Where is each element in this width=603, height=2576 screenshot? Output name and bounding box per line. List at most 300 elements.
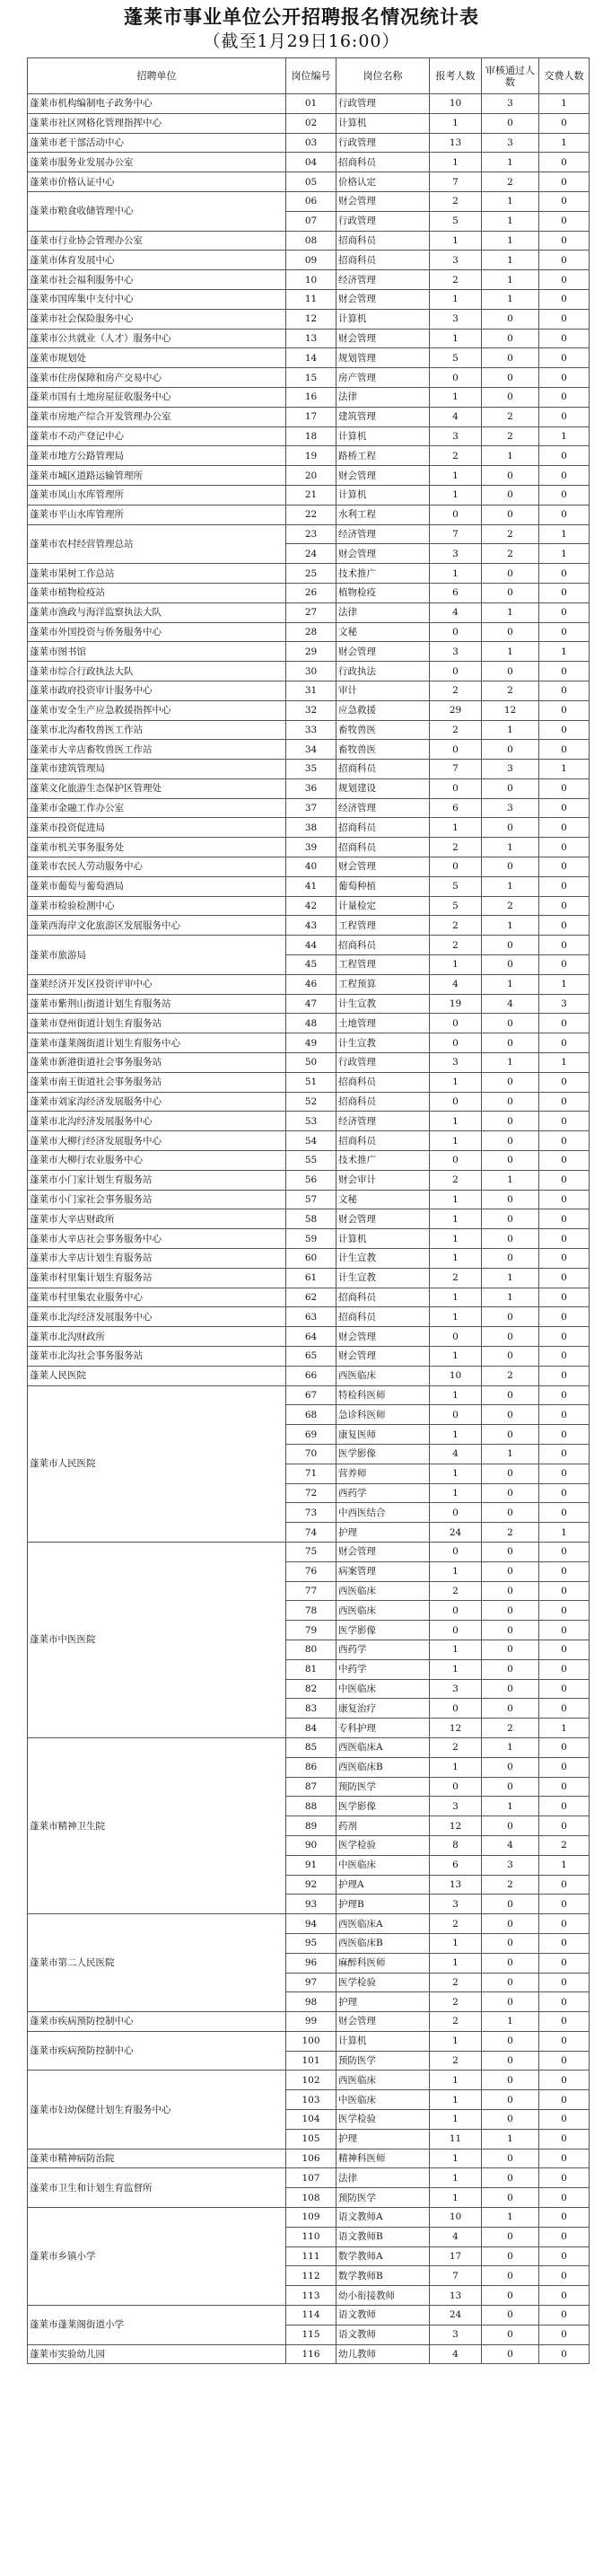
cell-paid: 0 (539, 485, 590, 505)
cell-position: 西医临床 (336, 2070, 430, 2090)
cell-code: 66 (286, 1366, 336, 1385)
cell-code: 60 (286, 1249, 336, 1269)
cell-code: 34 (286, 740, 336, 760)
cell-position: 中医临床 (336, 1855, 430, 1875)
cell-position: 康复治疗 (336, 1699, 430, 1719)
cell-unit: 蓬莱市社区网格化管理指挥中心 (28, 113, 286, 133)
cell-approved: 0 (482, 1072, 539, 1092)
cell-position: 财会管理 (336, 1542, 430, 1561)
cell-position: 药剂 (336, 1816, 430, 1836)
cell-applicants: 1 (430, 2168, 482, 2188)
cell-approved: 1 (482, 446, 539, 466)
cell-paid: 0 (539, 2149, 590, 2168)
table-row (28, 2070, 590, 2090)
cell-unit: 蓬莱市规划处 (28, 348, 286, 368)
cell-applicants: 3 (430, 1053, 482, 1073)
cell-paid: 0 (539, 505, 590, 524)
cell-paid: 0 (539, 2266, 590, 2286)
table-row (28, 2012, 590, 2032)
cell-unit: 蓬莱市蓬莱阁街道计划生育服务中心 (28, 1033, 286, 1053)
table-row (28, 642, 590, 662)
cell-code: 17 (286, 407, 336, 426)
table-row (28, 564, 590, 584)
cell-applicants: 13 (430, 1875, 482, 1895)
cell-unit: 蓬莱市大辛店财政所 (28, 1209, 286, 1229)
table-row (28, 1229, 590, 1249)
cell-code: 25 (286, 564, 336, 584)
cell-paid: 0 (539, 2012, 590, 2032)
table-row (28, 446, 590, 466)
cell-position: 招商科员 (336, 251, 430, 270)
cell-code: 106 (286, 2149, 336, 2168)
cell-paid: 0 (539, 1405, 590, 1425)
cell-position: 语文教师B (336, 2227, 430, 2246)
cell-code: 64 (286, 1327, 336, 1347)
cell-approved: 0 (482, 936, 539, 955)
cell-approved: 0 (482, 955, 539, 975)
cell-applicants: 5 (430, 896, 482, 916)
cell-code: 108 (286, 2188, 336, 2208)
cell-applicants: 2 (430, 270, 482, 290)
cell-paid: 0 (539, 1601, 590, 1621)
cell-position: 医学检验 (336, 1835, 430, 1855)
cell-code: 61 (286, 1268, 336, 1288)
cell-approved: 0 (482, 1151, 539, 1171)
cell-position: 西医临床 (336, 1366, 430, 1385)
cell-approved: 0 (482, 2070, 539, 2090)
cell-code: 41 (286, 876, 336, 896)
cell-applicants: 1 (430, 2070, 482, 2090)
cell-applicants: 0 (430, 1405, 482, 1425)
cell-applicants: 0 (430, 857, 482, 877)
cell-code: 70 (286, 1444, 336, 1464)
cell-paid: 0 (539, 2168, 590, 2188)
table-row (28, 720, 590, 740)
cell-paid: 0 (539, 1777, 590, 1797)
cell-applicants: 1 (430, 289, 482, 309)
cell-unit: 蓬莱市妇幼保健计划生育服务中心 (28, 2070, 286, 2149)
cell-position: 招商科员 (336, 760, 430, 779)
cell-position: 幼儿教师 (336, 2344, 430, 2364)
cell-applicants: 0 (430, 662, 482, 681)
cell-approved: 1 (482, 153, 539, 172)
cell-applicants: 1 (430, 466, 482, 486)
cell-approved: 4 (482, 1835, 539, 1855)
cell-approved: 3 (482, 94, 539, 114)
cell-approved: 0 (482, 466, 539, 486)
cell-applicants: 1 (430, 1464, 482, 1483)
cell-applicants: 2 (430, 1268, 482, 1288)
cell-position: 技术推广 (336, 1151, 430, 1171)
cell-approved: 2 (482, 172, 539, 192)
cell-applicants: 2 (430, 1992, 482, 2012)
table-row (28, 876, 590, 896)
cell-approved: 0 (482, 1895, 539, 1914)
table-row (28, 838, 590, 857)
cell-unit: 蓬莱市住房保障和房产交易中心 (28, 368, 286, 388)
cell-paid: 0 (539, 2070, 590, 2090)
cell-position: 医学影像 (336, 1621, 430, 1640)
cell-position: 招商科员 (336, 838, 430, 857)
cell-paid: 0 (539, 1444, 590, 1464)
cell-paid: 0 (539, 1797, 590, 1816)
cell-code: 77 (286, 1581, 336, 1601)
cell-applicants: 1 (430, 1112, 482, 1131)
cell-applicants: 2 (430, 191, 482, 211)
table-row (28, 2149, 590, 2168)
cell-approved: 0 (482, 622, 539, 642)
cell-applicants: 2 (430, 1737, 482, 1757)
cell-code: 110 (286, 2227, 336, 2246)
cell-paid: 1 (539, 1053, 590, 1073)
cell-approved: 0 (482, 1659, 539, 1679)
cell-applicants: 0 (430, 622, 482, 642)
cell-paid: 0 (539, 2110, 590, 2130)
table-row (28, 818, 590, 838)
cell-paid: 0 (539, 251, 590, 270)
cell-code: 23 (286, 524, 336, 544)
table-row (28, 1092, 590, 1112)
cell-paid: 0 (539, 1542, 590, 1561)
cell-position: 西药学 (336, 1483, 430, 1503)
cell-unit: 蓬莱市大辛店畜牧兽医工作站 (28, 740, 286, 760)
cell-approved: 1 (482, 602, 539, 622)
cell-applicants: 1 (430, 1209, 482, 1229)
cell-code: 89 (286, 1816, 336, 1836)
cell-approved: 0 (482, 485, 539, 505)
cell-approved: 0 (482, 1992, 539, 2012)
cell-paid: 0 (539, 2208, 590, 2228)
table-row (28, 505, 590, 524)
cell-paid: 1 (539, 1523, 590, 1543)
table-row (28, 1072, 590, 1092)
cell-paid: 0 (539, 1131, 590, 1151)
cell-unit: 蓬莱市政府投资审计服务中心 (28, 681, 286, 700)
cell-unit: 蓬莱市人民医院 (28, 1385, 286, 1542)
cell-position: 房产管理 (336, 368, 430, 388)
cell-paid: 0 (539, 2090, 590, 2110)
cell-paid: 0 (539, 1757, 590, 1777)
cell-code: 22 (286, 505, 336, 524)
cell-applicants: 1 (430, 1385, 482, 1405)
cell-paid: 0 (539, 211, 590, 231)
cell-approved: 0 (482, 1561, 539, 1581)
cell-code: 86 (286, 1757, 336, 1777)
cell-position: 医学影像 (336, 1444, 430, 1464)
table-row (28, 1542, 590, 1561)
cell-paid: 0 (539, 740, 590, 760)
cell-approved: 1 (482, 1797, 539, 1816)
cell-position: 医学影像 (336, 1797, 430, 1816)
cell-applicants: 2 (430, 1973, 482, 1992)
cell-applicants: 4 (430, 407, 482, 426)
table-row (28, 2168, 590, 2188)
cell-approved: 0 (482, 1131, 539, 1151)
cell-unit: 蓬莱市农村经营管理总站 (28, 524, 286, 564)
cell-position: 法律 (336, 387, 430, 407)
cell-paid: 0 (539, 191, 590, 211)
cell-paid: 0 (539, 1327, 590, 1347)
cell-applicants: 0 (430, 368, 482, 388)
table-row (28, 700, 590, 720)
cell-unit: 蓬莱市乡镇小学 (28, 2208, 286, 2306)
table-header-row (28, 58, 590, 94)
cell-unit: 蓬莱市服务业发展办公室 (28, 153, 286, 172)
cell-code: 104 (286, 2110, 336, 2130)
cell-unit: 蓬莱市渔政与海洋监察执法大队 (28, 602, 286, 622)
table-row (28, 270, 590, 290)
cell-paid: 0 (539, 838, 590, 857)
cell-position: 财会管理 (336, 544, 430, 564)
cell-position: 文秘 (336, 622, 430, 642)
table-row (28, 368, 590, 388)
cell-approved: 1 (482, 1737, 539, 1757)
cell-paid: 1 (539, 1855, 590, 1875)
cell-position: 预防医学 (336, 2188, 430, 2208)
cell-applicants: 11 (430, 2129, 482, 2149)
cell-paid: 0 (539, 387, 590, 407)
cell-unit: 蓬莱市金融工作办公室 (28, 798, 286, 818)
cell-paid: 0 (539, 446, 590, 466)
cell-approved: 0 (482, 1542, 539, 1561)
cell-approved: 1 (482, 270, 539, 290)
cell-code: 30 (286, 662, 336, 681)
cell-position: 财会管理 (336, 466, 430, 486)
table-row (28, 1209, 590, 1229)
table-row (28, 2031, 590, 2051)
table-row (28, 1170, 590, 1190)
cell-position: 葡萄种植 (336, 876, 430, 896)
cell-position: 植物检疫 (336, 583, 430, 602)
cell-approved: 0 (482, 564, 539, 584)
cell-position: 麻醉科医师 (336, 1953, 430, 1973)
cell-approved: 0 (482, 2306, 539, 2325)
cell-applicants: 0 (430, 1503, 482, 1523)
cell-paid: 0 (539, 1992, 590, 2012)
cell-paid: 0 (539, 2344, 590, 2364)
cell-applicants: 0 (430, 740, 482, 760)
cell-approved: 0 (482, 505, 539, 524)
cell-code: 73 (286, 1503, 336, 1523)
table-row (28, 1307, 590, 1327)
cell-code: 37 (286, 798, 336, 818)
cell-position: 招商科员 (336, 231, 430, 251)
table-row (28, 2306, 590, 2325)
cell-position: 招商科员 (336, 1092, 430, 1112)
cell-position: 土地管理 (336, 1014, 430, 1033)
cell-position: 经济管理 (336, 270, 430, 290)
table-row (28, 681, 590, 700)
cell-position: 数学教师B (336, 2266, 430, 2286)
cell-code: 58 (286, 1209, 336, 1229)
header-unit: 招聘单位 (28, 58, 286, 94)
cell-position: 医学检验 (336, 1973, 430, 1992)
cell-approved: 0 (482, 1405, 539, 1425)
cell-position: 招商科员 (336, 1072, 430, 1092)
cell-approved: 2 (482, 896, 539, 916)
cell-code: 14 (286, 348, 336, 368)
cell-paid: 0 (539, 1640, 590, 1659)
cell-applicants: 1 (430, 387, 482, 407)
cell-position: 行政管理 (336, 1053, 430, 1073)
cell-applicants: 3 (430, 1895, 482, 1914)
cell-applicants: 1 (430, 2110, 482, 2130)
cell-approved: 0 (482, 1033, 539, 1053)
cell-approved: 1 (482, 1170, 539, 1190)
cell-position: 水利工程 (336, 505, 430, 524)
cell-approved: 0 (482, 2266, 539, 2286)
table-row (28, 1737, 590, 1757)
cell-code: 12 (286, 309, 336, 329)
table-row (28, 662, 590, 681)
cell-code: 43 (286, 916, 336, 936)
cell-paid: 0 (539, 798, 590, 818)
table-row (28, 896, 590, 916)
cell-approved: 3 (482, 760, 539, 779)
cell-approved: 3 (482, 798, 539, 818)
cell-approved: 0 (482, 818, 539, 838)
cell-applicants: 0 (430, 778, 482, 798)
cell-applicants: 5 (430, 348, 482, 368)
table-row (28, 94, 590, 114)
cell-approved: 0 (482, 857, 539, 877)
cell-position: 计算机 (336, 113, 430, 133)
cell-paid: 1 (539, 426, 590, 446)
cell-code: 95 (286, 1933, 336, 1953)
cell-applicants: 1 (430, 2031, 482, 2051)
cell-applicants: 3 (430, 642, 482, 662)
cell-unit: 蓬莱市北沟畜牧兽医工作站 (28, 720, 286, 740)
cell-position: 计算机 (336, 309, 430, 329)
cell-applicants: 1 (430, 113, 482, 133)
cell-code: 06 (286, 191, 336, 211)
cell-code: 103 (286, 2090, 336, 2110)
cell-paid: 0 (539, 2129, 590, 2149)
cell-paid: 1 (539, 94, 590, 114)
cell-paid: 3 (539, 994, 590, 1014)
cell-position: 护理A (336, 1875, 430, 1895)
cell-position: 财会审计 (336, 1170, 430, 1190)
cell-paid: 1 (539, 760, 590, 779)
cell-unit: 蓬莱市大辛店社会事务服务中心 (28, 1229, 286, 1249)
cell-paid: 0 (539, 681, 590, 700)
cell-applicants: 3 (430, 251, 482, 270)
cell-applicants: 1 (430, 2188, 482, 2208)
cell-paid: 0 (539, 1092, 590, 1112)
cell-applicants: 2 (430, 1581, 482, 1601)
cell-applicants: 2 (430, 1170, 482, 1190)
cell-applicants: 6 (430, 583, 482, 602)
cell-code: 80 (286, 1640, 336, 1659)
cell-code: 79 (286, 1621, 336, 1640)
cell-applicants: 10 (430, 94, 482, 114)
cell-approved: 0 (482, 113, 539, 133)
cell-position: 预防医学 (336, 1777, 430, 1797)
cell-applicants: 4 (430, 602, 482, 622)
cell-position: 建筑管理 (336, 407, 430, 426)
cell-position: 护理B (336, 1895, 430, 1914)
cell-position: 急诊科医师 (336, 1405, 430, 1425)
table-row (28, 309, 590, 329)
cell-paid: 2 (539, 1835, 590, 1855)
cell-approved: 0 (482, 1953, 539, 1973)
cell-paid: 0 (539, 1503, 590, 1523)
cell-position: 行政管理 (336, 133, 430, 153)
cell-position: 数学教师A (336, 2246, 430, 2266)
cell-code: 46 (286, 974, 336, 994)
cell-code: 72 (286, 1483, 336, 1503)
cell-paid: 1 (539, 642, 590, 662)
cell-paid: 1 (539, 974, 590, 994)
cell-approved: 0 (482, 2344, 539, 2364)
cell-code: 67 (286, 1385, 336, 1405)
table-row (28, 1131, 590, 1151)
cell-code: 33 (286, 720, 336, 740)
cell-code: 48 (286, 1014, 336, 1033)
cell-position: 护理 (336, 1992, 430, 2012)
cell-applicants: 1 (430, 1288, 482, 1307)
cell-position: 计算机 (336, 2031, 430, 2051)
cell-code: 109 (286, 2208, 336, 2228)
cell-approved: 0 (482, 1425, 539, 1445)
cell-approved: 4 (482, 994, 539, 1014)
cell-applicants: 1 (430, 231, 482, 251)
cell-approved: 0 (482, 2031, 539, 2051)
cell-applicants: 1 (430, 564, 482, 584)
cell-applicants: 4 (430, 1444, 482, 1464)
cell-approved: 1 (482, 1053, 539, 1073)
table-row (28, 857, 590, 877)
cell-position: 计量检定 (336, 896, 430, 916)
cell-applicants: 1 (430, 1307, 482, 1327)
cell-code: 93 (286, 1895, 336, 1914)
table-row (28, 329, 590, 348)
cell-position: 行政执法 (336, 662, 430, 681)
cell-position: 财会管理 (336, 289, 430, 309)
cell-approved: 0 (482, 2168, 539, 2188)
cell-position: 西医临床 (336, 1601, 430, 1621)
cell-paid: 0 (539, 1953, 590, 1973)
cell-applicants: 1 (430, 1561, 482, 1581)
cell-paid: 0 (539, 622, 590, 642)
cell-unit: 蓬莱市安全生产应急救援指挥中心 (28, 700, 286, 720)
cell-unit: 蓬莱市登州街道计划生育服务站 (28, 1014, 286, 1033)
cell-code: 94 (286, 1914, 336, 1934)
cell-applicants: 7 (430, 2266, 482, 2286)
cell-code: 35 (286, 760, 336, 779)
cell-unit: 蓬莱市行业协会管理办公室 (28, 231, 286, 251)
cell-paid: 0 (539, 2031, 590, 2051)
cell-unit: 蓬莱市大辛店计划生育服务站 (28, 1249, 286, 1269)
cell-unit: 蓬莱市粮食收储管理中心 (28, 191, 286, 231)
cell-position: 工程管理 (336, 955, 430, 975)
cell-approved: 0 (482, 1483, 539, 1503)
cell-applicants: 29 (430, 700, 482, 720)
cell-paid: 0 (539, 1307, 590, 1327)
cell-approved: 0 (482, 2090, 539, 2110)
cell-applicants: 1 (430, 1483, 482, 1503)
cell-approved: 0 (482, 1249, 539, 1269)
cell-approved: 0 (482, 348, 539, 368)
cell-approved: 0 (482, 1503, 539, 1523)
cell-code: 05 (286, 172, 336, 192)
cell-code: 04 (286, 153, 336, 172)
cell-paid: 0 (539, 2227, 590, 2246)
cell-position: 语文教师A (336, 2208, 430, 2228)
table-row (28, 251, 590, 270)
cell-unit: 蓬莱市卫生和计划生育监督所 (28, 2168, 286, 2208)
table-row (28, 740, 590, 760)
